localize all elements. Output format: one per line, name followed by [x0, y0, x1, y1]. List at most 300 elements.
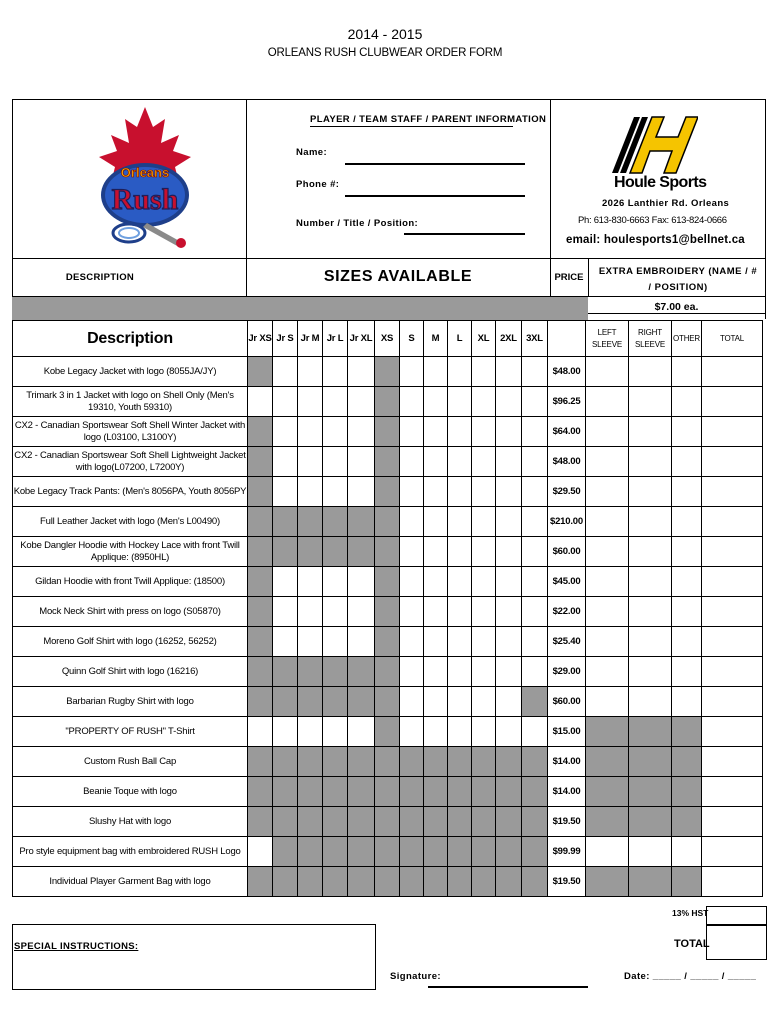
quantity-cell[interactable] — [348, 417, 375, 447]
quantity-cell[interactable] — [672, 477, 702, 507]
unavailable-cell — [672, 807, 702, 837]
quantity-cell[interactable] — [629, 477, 672, 507]
quantity-cell[interactable] — [522, 597, 548, 627]
quantity-cell[interactable] — [672, 507, 702, 537]
table-row — [13, 807, 763, 837]
quantity-cell[interactable] — [672, 387, 702, 417]
total-field[interactable] — [706, 924, 767, 960]
quantity-cell[interactable] — [522, 717, 548, 747]
quantity-cell[interactable] — [248, 837, 273, 867]
unavailable-cell — [248, 777, 273, 807]
unavailable-cell — [629, 777, 672, 807]
quantity-cell[interactable] — [424, 507, 448, 537]
size-header: 2XL — [496, 321, 522, 357]
vendor-phone: Ph: 613-830-6663 Fax: 613-824-0666 — [578, 215, 727, 226]
quantity-cell[interactable] — [702, 837, 763, 867]
quantity-cell[interactable] — [472, 447, 496, 477]
quantity-cell[interactable] — [400, 597, 424, 627]
quantity-cell[interactable] — [273, 567, 298, 597]
unavailable-cell — [375, 477, 400, 507]
quantity-cell[interactable] — [672, 597, 702, 627]
unavailable-cell — [375, 507, 400, 537]
quantity-cell[interactable] — [629, 447, 672, 477]
unavailable-cell — [522, 867, 548, 897]
quantity-cell[interactable] — [323, 447, 348, 477]
number-label: Number / Title / Position: — [296, 218, 419, 229]
quantity-cell[interactable] — [472, 567, 496, 597]
quantity-cell[interactable] — [400, 717, 424, 747]
unavailable-cell — [400, 777, 424, 807]
unavailable-cell — [375, 537, 400, 567]
quantity-cell[interactable] — [702, 477, 763, 507]
price-header — [548, 321, 586, 357]
quantity-cell[interactable] — [472, 657, 496, 687]
quantity-cell[interactable] — [496, 387, 522, 417]
quantity-cell[interactable] — [448, 657, 472, 687]
quantity-cell[interactable] — [298, 627, 323, 657]
quantity-cell[interactable] — [424, 447, 448, 477]
quantity-cell[interactable] — [400, 507, 424, 537]
quantity-cell[interactable] — [273, 627, 298, 657]
unavailable-cell — [672, 717, 702, 747]
unavailable-cell — [298, 747, 323, 777]
quantity-cell[interactable] — [323, 567, 348, 597]
quantity-cell[interactable] — [496, 657, 522, 687]
quantity-cell[interactable] — [448, 357, 472, 387]
quantity-cell[interactable] — [629, 597, 672, 627]
quantity-cell[interactable] — [472, 387, 496, 417]
quantity-cell[interactable] — [629, 507, 672, 537]
quantity-cell[interactable] — [522, 657, 548, 687]
quantity-cell[interactable] — [348, 597, 375, 627]
quantity-cell[interactable] — [400, 417, 424, 447]
quantity-cell[interactable] — [298, 567, 323, 597]
quantity-cell[interactable] — [348, 477, 375, 507]
unavailable-cell — [323, 687, 348, 717]
unavailable-cell — [248, 747, 273, 777]
unavailable-cell — [248, 657, 273, 687]
quantity-cell[interactable] — [348, 627, 375, 657]
quantity-cell[interactable] — [672, 687, 702, 717]
quantity-cell[interactable] — [702, 657, 763, 687]
quantity-cell[interactable] — [522, 537, 548, 567]
name-label: Name: — [296, 147, 328, 158]
unavailable-cell — [672, 747, 702, 777]
quantity-cell[interactable] — [424, 597, 448, 627]
unavailable-cell — [586, 717, 629, 747]
quantity-cell[interactable] — [448, 597, 472, 627]
item-description: Kobe Legacy Jacket with logo (8055JA/JY) — [13, 357, 248, 387]
quantity-cell[interactable] — [400, 687, 424, 717]
table-row — [13, 387, 763, 417]
table-row — [13, 567, 763, 597]
quantity-cell[interactable] — [448, 417, 472, 447]
quantity-cell[interactable] — [496, 477, 522, 507]
special-instructions-box[interactable] — [12, 924, 376, 990]
unavailable-cell — [496, 837, 522, 867]
unavailable-cell — [273, 867, 298, 897]
size-header: L — [448, 321, 472, 357]
quantity-cell[interactable] — [702, 687, 763, 717]
quantity-cell[interactable] — [348, 387, 375, 417]
quantity-cell[interactable] — [629, 417, 672, 447]
unavailable-cell — [248, 567, 273, 597]
date-field[interactable]: Date: _____ / _____ / _____ — [624, 971, 757, 982]
unavailable-cell — [400, 837, 424, 867]
unavailable-cell — [375, 357, 400, 387]
quantity-cell[interactable] — [522, 387, 548, 417]
quantity-cell[interactable] — [298, 417, 323, 447]
vendor-name: Houle Sports — [614, 174, 707, 191]
size-header: 3XL — [522, 321, 548, 357]
item-description: Gildan Hoodie with front Twill Applique: (18500) — [13, 567, 248, 597]
quantity-cell[interactable] — [586, 387, 629, 417]
quantity-cell[interactable] — [629, 537, 672, 567]
number-field[interactable] — [404, 233, 525, 235]
quantity-cell[interactable] — [248, 387, 273, 417]
quantity-cell[interactable] — [522, 447, 548, 477]
quantity-cell[interactable] — [496, 567, 522, 597]
quantity-cell[interactable] — [586, 687, 629, 717]
quantity-cell[interactable] — [702, 417, 763, 447]
quantity-cell[interactable] — [400, 357, 424, 387]
quantity-cell[interactable] — [672, 627, 702, 657]
total-header: TOTAL — [702, 321, 763, 357]
quantity-cell[interactable] — [586, 447, 629, 477]
hst-label: 13% HST — [672, 908, 709, 918]
unavailable-cell — [424, 837, 448, 867]
unavailable-cell — [323, 807, 348, 837]
unavailable-cell — [273, 507, 298, 537]
unavailable-cell — [448, 867, 472, 897]
quantity-cell[interactable] — [448, 507, 472, 537]
quantity-cell[interactable] — [702, 747, 763, 777]
quantity-cell[interactable] — [424, 357, 448, 387]
item-description: Trimark 3 in 1 Jacket with logo on Shell Only (Men's 19310, Youth 59310) — [13, 387, 248, 417]
size-header: S — [400, 321, 424, 357]
quantity-cell[interactable] — [448, 447, 472, 477]
quantity-cell[interactable] — [472, 357, 496, 387]
unavailable-cell — [448, 837, 472, 867]
quantity-cell[interactable] — [472, 477, 496, 507]
quantity-cell[interactable] — [248, 717, 273, 747]
item-price: $29.50 — [548, 477, 586, 507]
unavailable-cell — [496, 777, 522, 807]
quantity-cell[interactable] — [629, 357, 672, 387]
quantity-cell[interactable] — [448, 687, 472, 717]
quantity-cell[interactable] — [273, 717, 298, 747]
table-row — [13, 867, 763, 897]
item-price: $29.00 — [548, 657, 586, 687]
quantity-cell[interactable] — [522, 417, 548, 447]
signature-field[interactable] — [428, 986, 588, 988]
quantity-cell[interactable] — [400, 657, 424, 687]
quantity-cell[interactable] — [400, 537, 424, 567]
quantity-cell[interactable] — [586, 627, 629, 657]
quantity-cell[interactable] — [629, 657, 672, 687]
unavailable-cell — [375, 777, 400, 807]
quantity-cell[interactable] — [496, 417, 522, 447]
quantity-cell[interactable] — [400, 447, 424, 477]
phone-field[interactable] — [345, 195, 525, 197]
quantity-cell[interactable] — [472, 597, 496, 627]
quantity-cell[interactable] — [496, 717, 522, 747]
quantity-cell[interactable] — [424, 417, 448, 447]
quantity-cell[interactable] — [702, 627, 763, 657]
quantity-cell[interactable] — [522, 567, 548, 597]
price-label: PRICE — [554, 272, 584, 283]
quantity-cell[interactable] — [586, 597, 629, 627]
unavailable-cell — [323, 837, 348, 867]
item-price: $15.00 — [548, 717, 586, 747]
table-row — [13, 477, 763, 507]
unavailable-cell — [375, 747, 400, 777]
unavailable-cell — [323, 747, 348, 777]
quantity-cell[interactable] — [522, 357, 548, 387]
unavailable-cell — [629, 717, 672, 747]
unavailable-cell — [522, 807, 548, 837]
quantity-cell[interactable] — [298, 597, 323, 627]
unavailable-cell — [448, 777, 472, 807]
quantity-cell[interactable] — [702, 807, 763, 837]
item-price: $64.00 — [548, 417, 586, 447]
unavailable-cell — [629, 807, 672, 837]
unavailable-cell — [348, 657, 375, 687]
quantity-cell[interactable] — [323, 357, 348, 387]
quantity-cell[interactable] — [273, 387, 298, 417]
quantity-cell[interactable] — [472, 507, 496, 537]
quantity-cell[interactable] — [586, 507, 629, 537]
item-price: $25.40 — [548, 627, 586, 657]
quantity-cell[interactable] — [323, 717, 348, 747]
quantity-cell[interactable] — [496, 447, 522, 477]
quantity-cell[interactable] — [400, 477, 424, 507]
quantity-cell[interactable] — [496, 357, 522, 387]
item-description: Kobe Legacy Track Pants: (Men's 8056PA, Youth 8056PY — [13, 477, 248, 507]
quantity-cell[interactable] — [323, 477, 348, 507]
quantity-cell[interactable] — [298, 477, 323, 507]
quantity-cell[interactable] — [672, 567, 702, 597]
table-row — [13, 357, 763, 387]
quantity-cell[interactable] — [448, 387, 472, 417]
unavailable-cell — [298, 687, 323, 717]
unavailable-cell — [586, 777, 629, 807]
unavailable-cell — [323, 657, 348, 687]
quantity-cell[interactable] — [586, 567, 629, 597]
item-description: Slushy Hat with logo — [13, 807, 248, 837]
quantity-cell[interactable] — [348, 717, 375, 747]
quantity-cell[interactable] — [702, 447, 763, 477]
quantity-cell[interactable] — [448, 627, 472, 657]
unavailable-cell — [448, 747, 472, 777]
unavailable-cell — [298, 867, 323, 897]
unavailable-cell — [323, 867, 348, 897]
quantity-cell[interactable] — [424, 567, 448, 597]
table-row — [13, 837, 763, 867]
quantity-cell[interactable] — [629, 837, 672, 867]
unavailable-cell — [273, 807, 298, 837]
quantity-cell[interactable] — [472, 717, 496, 747]
unavailable-cell — [348, 867, 375, 897]
item-description: CX2 - Canadian Sportswear Soft Shell Winter Jacket with logo (L03100, L3100Y) — [13, 417, 248, 447]
embroidery-price: $7.00 ea. — [654, 301, 699, 313]
quantity-cell[interactable] — [400, 567, 424, 597]
unavailable-cell — [348, 507, 375, 537]
quantity-cell[interactable] — [273, 447, 298, 477]
unavailable-cell — [496, 867, 522, 897]
table-row — [13, 627, 763, 657]
item-description: Pro style equipment bag with embroidered RUSH Logo — [13, 837, 248, 867]
quantity-cell[interactable] — [448, 537, 472, 567]
quantity-cell[interactable] — [496, 537, 522, 567]
unavailable-cell — [323, 777, 348, 807]
quantity-cell[interactable] — [448, 567, 472, 597]
quantity-cell[interactable] — [472, 417, 496, 447]
unavailable-cell — [273, 657, 298, 687]
quantity-cell[interactable] — [348, 447, 375, 477]
quantity-cell[interactable] — [702, 537, 763, 567]
quantity-cell[interactable] — [273, 417, 298, 447]
unavailable-cell — [248, 357, 273, 387]
other-header: OTHER — [672, 321, 702, 357]
size-header: Jr S — [273, 321, 298, 357]
quantity-cell[interactable] — [629, 567, 672, 597]
quantity-cell[interactable] — [586, 657, 629, 687]
quantity-cell[interactable] — [424, 537, 448, 567]
quantity-cell[interactable] — [348, 567, 375, 597]
quantity-cell[interactable] — [702, 357, 763, 387]
item-price: $22.00 — [548, 597, 586, 627]
quantity-cell[interactable] — [472, 537, 496, 567]
quantity-cell[interactable] — [298, 387, 323, 417]
sizes-available-label: SIZES AVAILABLE — [323, 268, 473, 285]
quantity-cell[interactable] — [273, 357, 298, 387]
size-header: Jr M — [298, 321, 323, 357]
extra-embroidery-label: EXTRA EMBROIDERY (NAME / # / POSITION) — [598, 266, 758, 293]
unavailable-cell — [248, 507, 273, 537]
item-description: Custom Rush Ball Cap — [13, 747, 248, 777]
quantity-cell[interactable] — [323, 627, 348, 657]
unavailable-cell — [248, 597, 273, 627]
quantity-cell[interactable] — [348, 357, 375, 387]
quantity-cell[interactable] — [702, 597, 763, 627]
quantity-cell[interactable] — [522, 627, 548, 657]
quantity-cell[interactable] — [672, 417, 702, 447]
quantity-cell[interactable] — [702, 777, 763, 807]
quantity-cell[interactable] — [424, 687, 448, 717]
svg-text:Rush: Rush — [111, 183, 179, 216]
quantity-cell[interactable] — [672, 357, 702, 387]
unavailable-cell — [586, 867, 629, 897]
quantity-cell[interactable] — [586, 537, 629, 567]
unavailable-cell — [348, 537, 375, 567]
quantity-cell[interactable] — [586, 357, 629, 387]
unavailable-cell — [375, 717, 400, 747]
name-field[interactable] — [345, 163, 525, 165]
quantity-cell[interactable] — [424, 627, 448, 657]
size-header: Jr XL — [348, 321, 375, 357]
table-row — [13, 597, 763, 627]
item-description: Mock Neck Shirt with press on logo (S05870) — [13, 597, 248, 627]
quantity-cell[interactable] — [323, 417, 348, 447]
unavailable-cell — [375, 627, 400, 657]
quantity-cell[interactable] — [629, 687, 672, 717]
quantity-cell[interactable] — [273, 477, 298, 507]
quantity-cell[interactable] — [672, 447, 702, 477]
unavailable-cell — [298, 537, 323, 567]
hst-field[interactable] — [706, 906, 767, 926]
quantity-cell[interactable] — [496, 597, 522, 627]
quantity-cell[interactable] — [672, 537, 702, 567]
quantity-cell[interactable] — [629, 627, 672, 657]
quantity-cell[interactable] — [702, 507, 763, 537]
quantity-cell[interactable] — [273, 597, 298, 627]
item-description: Individual Player Garment Bag with logo — [13, 867, 248, 897]
quantity-cell[interactable] — [629, 387, 672, 417]
unavailable-cell — [273, 687, 298, 717]
item-description: CX2 - Canadian Sportswear Soft Shell Lightweight Jacket with logo(L07200, L7200Y) — [13, 447, 248, 477]
quantity-cell[interactable] — [672, 837, 702, 867]
unavailable-cell — [248, 807, 273, 837]
unavailable-cell — [375, 657, 400, 687]
unavailable-cell — [629, 747, 672, 777]
item-description: Barbarian Rugby Shirt with logo — [13, 687, 248, 717]
quantity-cell[interactable] — [586, 417, 629, 447]
quantity-cell[interactable] — [702, 867, 763, 897]
quantity-cell[interactable] — [522, 507, 548, 537]
quantity-cell[interactable] — [672, 657, 702, 687]
quantity-cell[interactable] — [472, 687, 496, 717]
quantity-cell[interactable] — [424, 477, 448, 507]
unavailable-cell — [248, 687, 273, 717]
unavailable-cell — [375, 867, 400, 897]
quantity-cell[interactable] — [496, 687, 522, 717]
quantity-cell[interactable] — [702, 567, 763, 597]
quantity-cell[interactable] — [323, 597, 348, 627]
quantity-cell[interactable] — [298, 717, 323, 747]
quantity-cell[interactable] — [424, 387, 448, 417]
quantity-cell[interactable] — [448, 717, 472, 747]
quantity-cell[interactable] — [400, 387, 424, 417]
quantity-cell[interactable] — [298, 447, 323, 477]
quantity-cell[interactable] — [702, 717, 763, 747]
houle-logo — [608, 113, 698, 175]
quantity-cell[interactable] — [522, 477, 548, 507]
quantity-cell[interactable] — [400, 627, 424, 657]
quantity-cell[interactable] — [586, 837, 629, 867]
quantity-cell[interactable] — [298, 357, 323, 387]
quantity-cell[interactable] — [448, 477, 472, 507]
unavailable-cell — [375, 687, 400, 717]
quantity-cell[interactable] — [424, 657, 448, 687]
table-row — [13, 747, 763, 777]
unavailable-cell — [273, 777, 298, 807]
quantity-cell[interactable] — [586, 477, 629, 507]
quantity-cell[interactable] — [424, 717, 448, 747]
quantity-cell[interactable] — [496, 627, 522, 657]
quantity-cell[interactable] — [472, 627, 496, 657]
unavailable-cell — [400, 807, 424, 837]
phone-label: Phone #: — [296, 179, 340, 190]
item-description: "PROPERTY OF RUSH" T-Shirt — [13, 717, 248, 747]
table-row — [13, 777, 763, 807]
left-sleeve-header: LEFT SLEEVE — [586, 321, 629, 357]
unavailable-cell — [248, 867, 273, 897]
quantity-cell[interactable] — [496, 507, 522, 537]
table-row — [13, 447, 763, 477]
quantity-cell[interactable] — [702, 387, 763, 417]
quantity-cell[interactable] — [323, 387, 348, 417]
